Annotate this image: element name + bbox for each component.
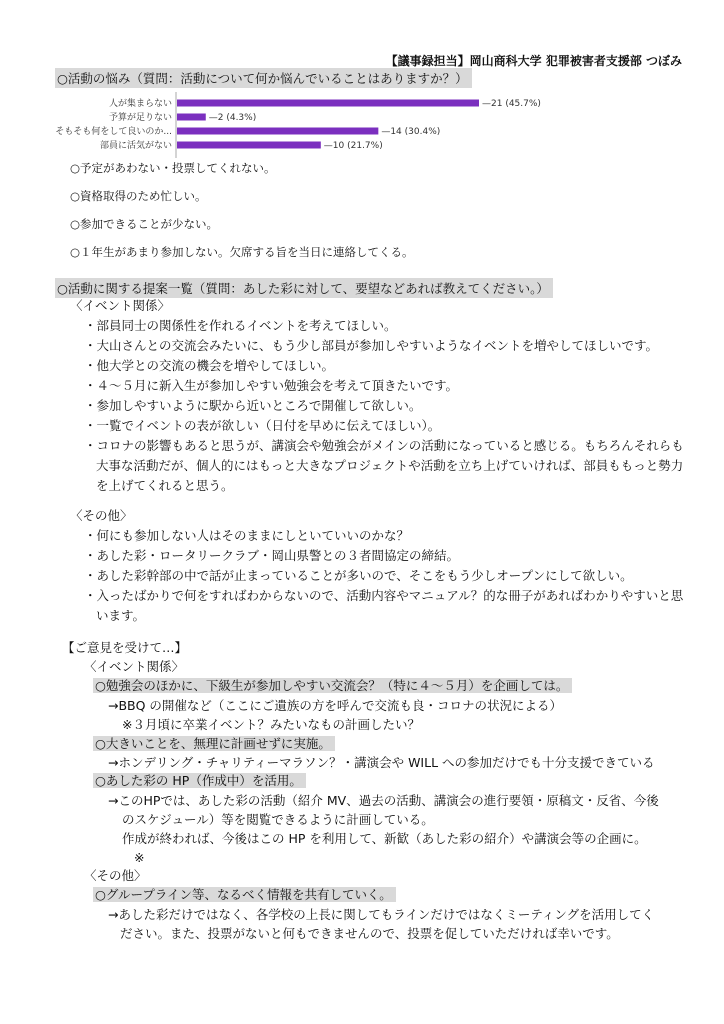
other-list	[84, 526, 684, 626]
list-item: ・大山さんとの交流会みたいに、もう少し部員が参加しやすいようなイベントを増やしてほしいです。	[84, 338, 659, 353]
category-label: そもそも何をして良いのか...	[55, 127, 172, 137]
other-heading: 〈その他〉	[70, 508, 133, 523]
section2-title: ○活動に関する提案一覧（質問：あした彩に対して、要望などあれば教えてください。）	[55, 278, 553, 298]
list-item: ・一覧でイベントの表が欲しい（日付を早めに伝えてほしい）。	[84, 418, 441, 433]
list-item: ・入ったばかりで何をすればわからないので、活動内容やマニュアル？的な冊子があればわかりやすいと思います。	[84, 588, 684, 623]
bar	[177, 128, 378, 135]
list-item: ・何にも参加しない人はそのままにしといていいのかな？	[84, 528, 410, 543]
list-item: ・４～５月に新入生が参加しやすい勉強会を考えて頂きたいです。	[84, 378, 459, 393]
response-item-3-sub-3: 作成が終われば、今後はこの HP を利用して、新歓（あした彩の紹介）や講演会等の企画に。	[122, 831, 647, 846]
response-item-1-sub-1: →BBQ の開催など（ここにご遺族の方を呼んで交流も良・コロナの状況による）	[108, 698, 562, 713]
bar	[177, 100, 479, 107]
response-item-4-sub-1: →あした彩だけではなく、各学校の上長に関してもラインだけではなくミーティングを活用してく	[108, 907, 655, 922]
handwritten-note-4: ○１年生があまり参加しない。欠席する旨を当日に連絡してくる。	[70, 245, 414, 259]
data-label: —21 (45.7%)	[482, 99, 541, 109]
list-item: ・あした彩・ロータリークラブ・岡山県警との３者間協定の締結。	[84, 548, 460, 563]
handwritten-note-2: ○資格取得のため忙しい。	[70, 189, 207, 203]
data-label: —10 (21.7%)	[323, 141, 383, 151]
response-item-3: ○あした彩の HP（作成中）を活用。	[93, 773, 306, 788]
category-label: 予算が足りない	[108, 113, 172, 123]
response-item-3-sub-4: ※	[134, 850, 145, 865]
list-item: ・参加しやすいように駅から近いところで開催して欲しい。	[84, 398, 422, 413]
bar-chart	[40, 90, 600, 160]
bar	[177, 114, 206, 121]
handwritten-note-3: ○参加できることが少ない。	[70, 217, 219, 231]
list-item: ・コロナの影響もあると思うが、講演会や勉強会がメインの活動になっていると感じる。もちろんそれらも大事な活動だが、個人的にはもっと大きなプロジェクトや活動を立ち上げていければ、部員ももっと勢力を上げてくれると思う。	[84, 438, 684, 493]
response-item-2-sub: →ホンデリング・チャリティーマラソン？・講演会や WILL への参加だけでも十分支援できている	[108, 755, 655, 770]
document-header: 【議事録担当】岡山商科大学 犯罪被害者支援部 つぼみ	[385, 54, 682, 68]
section3-other-heading: 〈その他〉	[84, 868, 147, 883]
category-label: 部員に活気がない	[99, 141, 172, 151]
list-item: ・他大学との交流の機会を増やしてほしい。	[84, 358, 335, 373]
list-item: ・あした彩幹部の中で話が止まっていることが多いので、そこをもう少しオープンにして欲しい。	[84, 568, 633, 583]
section3-event-heading: 〈イベント関係〉	[84, 659, 185, 674]
bar	[177, 142, 321, 149]
response-item-3-sub-2: のスケジュール）等を閲覧できるように計画している。	[122, 812, 434, 827]
category-label: 人が集まらない	[108, 99, 172, 109]
response-item-1-sub-2: ※３月頃に卒業イベント？みたいなもの計画したい？	[122, 717, 420, 732]
data-label: —2 (4.3%)	[208, 113, 257, 123]
section1-title: ○活動の悩み（質問：活動について何か悩んでいることはありますか？）	[55, 68, 472, 88]
response-item-2: ○大きいことを、無理に計画せずに実施。	[93, 736, 335, 751]
data-label: —14 (30.4%)	[381, 127, 441, 137]
section3-title: 【ご意見を受けて…】	[62, 640, 188, 655]
response-item-4-sub-2: ださい。また、投票がないと何もできませんので、投票を促していただければ幸いです。	[120, 926, 619, 941]
event-heading: 〈イベント関係〉	[70, 298, 171, 313]
response-item-3-sub-1: →このHPでは、あした彩の活動（紹介 MV、過去の活動、講演会の進行要領・原稿文・反省、今後	[108, 793, 659, 808]
response-item-1: ○勉強会のほかに、下級生が参加しやすい交流会？（特に４～５月）を企画しては。	[93, 678, 572, 693]
response-item-4: ○グループライン等、なるべく情報を共有していく。	[93, 887, 396, 902]
event-list	[84, 316, 684, 496]
handwritten-note-1: ○予定があわない・投票してくれない。	[70, 161, 276, 175]
list-item: ・部員同士の関係性を作れるイベントを考えてほしい。	[84, 318, 397, 333]
